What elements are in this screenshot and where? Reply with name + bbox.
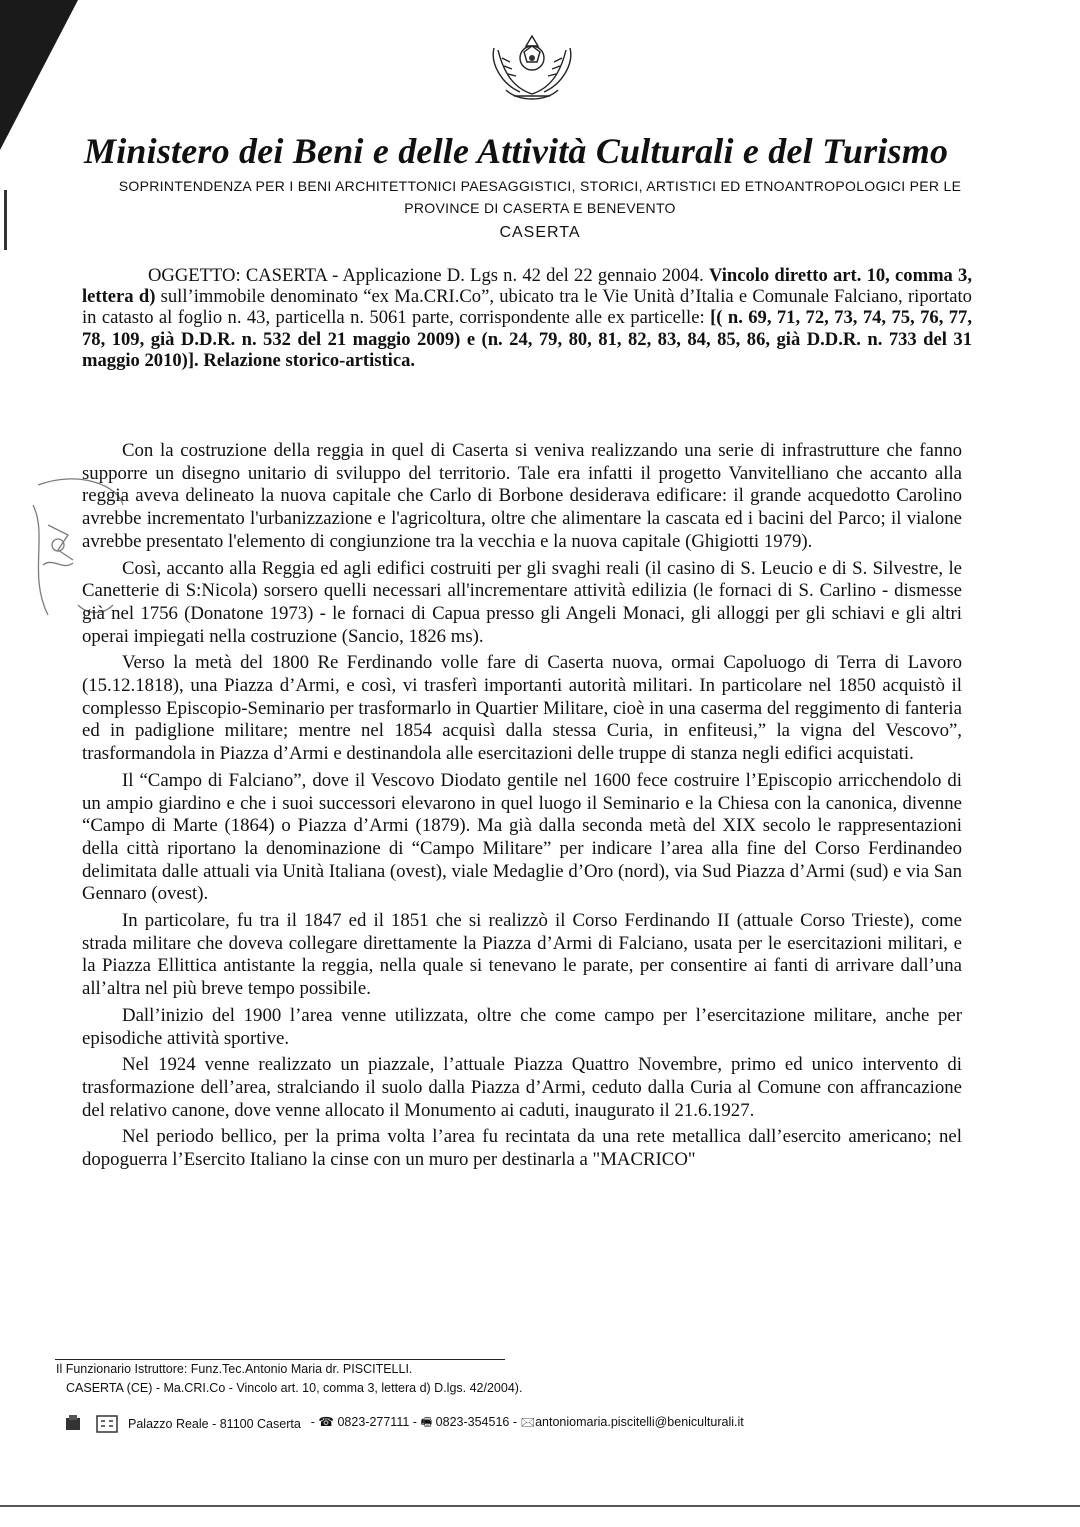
- paragraph: Verso la metà del 1800 Re Ferdinando volle fare di Caserta nuova, ormai Capoluogo di Terra di Lavoro (15.12.1818), una Piazza d’Armi, e così, vi trasferì importanti autorità militari. In particolare nel 1850 acquistò il complesso Episcopio-Seminario per trasformarlo in Quartier Militare, cioè in una caserma del reggimento di fanteria ed in padiglione militare; mentre nel 1854 acquisì dalla stessa Curia, in enfiteusi,” la vigna del Vescovo”, trasformandola in Piazza d’Armi e destinandola alle esercitazioni delle truppe di stanza negli edifici acquistati.: [82, 652, 962, 765]
- scan-corner-shadow: [0, 0, 78, 150]
- scan-edge-mark: [4, 190, 7, 250]
- footer-officer: Il Funzionario Istruttore: Funz.Tec.Antonio Maria dr. PISCITELLI.: [56, 1362, 413, 1376]
- footer-divider: [55, 1359, 505, 1360]
- paragraph: Dall’inizio del 1900 l’area venne utilizzata, oltre che come campo per l’esercitazione militare, anche per episodiche attività sportive.: [82, 1004, 962, 1049]
- keypad-icon: [96, 1414, 118, 1434]
- subject-lead: OGGETTO: CASERTA - Applicazione D. Lgs n. 42 del 22 gennaio 2004.: [148, 265, 704, 286]
- soprintendenza-line-1: SOPRINTENDENZA PER I BENI ARCHITETTONICI PAESAGGISTICI, STORICI, ARTISTICI ED ETNOANTROPOLOGICI PER LE: [118, 178, 962, 194]
- subject-text-1: sull’immobile denominato “ex Ma.CRI.Co”, ubicato tra le Vie Unità d’Italia e Comunale Falciano, riportato in catasto al foglio n. 43, particella n. 5061 parte, corrispondente alle ex particelle:: [82, 286, 972, 329]
- paragraph: Con la costruzione della reggia in quel di Caserta si veniva realizzando una serie di infrastrutture che fanno supporre un disegno unitario di sviluppo del territorio. Tale era infatti il progetto Vanvitelliano che accanto alla reggia aveva delineato la nuova capitale che Carlo di Borbone desiderava edificare: il grande acquedotto Carolino avrebbe incrementato l'urbanizzazione e l'agricoltura, oltre che alimentare la cascata ed i bacini del Parco; il vialone avrebbe presentato l'elemento di congiunzione tra la vecchia e la nuova capitale (Ghigiotti 1979).: [82, 440, 962, 552]
- paragraph: Il “Campo di Falciano”, dove il Vescovo Diodato gentile nel 1600 fece costruire l’Episcopio arricchendolo di un ampio giardino e che i suoi successori elevarono in quel luogo il Seminario e la Chiesa con la canonica, divenne “Campo di Marte (1864) o Piazza d’Armi (1879). Ma già dalla seconda metà del XIX secolo le rappresentazioni della città riportano la denominazione di “Campo Militare” per indicare l’area alla fine del Corso Ferdinandeo delimitata dalle attuali via Unità Italiana (ovest), viale Medaglie d’Oro (nord), via Sud Piazza d’Armi (sud) e via San Gennaro (ovest).: [82, 769, 962, 905]
- paragraph: Così, accanto alla Reggia ed agli edifici costruiti per gli svaghi reali (il casino di S. Leucio e di S. Silvestre, le Canetterie di S:Nicola) sorsero quelli necessari all'incrementare attività edilizia (le fornaci di S. Carlino - dismesse già nel 1756 (Donatone 1973) - le fornaci di Capua presso gli Angeli Monaci, gli alloggi per gli schiavi e gli altri operai impiegati nella costruzione (Sancio, 1826 ms).: [82, 557, 962, 647]
- scan-bottom-edge: [0, 1505, 1080, 1507]
- footer-address: Palazzo Reale - 81100 Caserta: [128, 1416, 301, 1431]
- footer-contacts: [64, 1413, 744, 1434]
- phone-fax-icon: [64, 1414, 86, 1434]
- subject-block: [82, 265, 972, 371]
- city-heading: CASERTA: [499, 224, 581, 241]
- footer-reference: CASERTA (CE) - Ma.CRI.Co - Vincolo art. 10, comma 3, lettera d) D.lgs. 42/2004).: [66, 1381, 523, 1395]
- body-text: [82, 440, 962, 1172]
- ministry-title: Ministero dei Beni e delle Attività Culturali e del Turismo: [84, 131, 949, 171]
- subject-bold-1: Vincolo diretto art. 10, comma 3, lettera d): [82, 265, 973, 308]
- paragraph: Nel periodo bellico, per la prima volta l’area fu recintata da una rete metallica dall’esercito americano; nel dopoguerra l’Esercito Italiano la cinse con un muro per destinarla a "MACRICO": [82, 1126, 962, 1171]
- footer-phone-email: - ☎ 0823-277111 - 🖷 0823-354516 - 🖂antoniomaria.piscitelli@beniculturali.it: [310, 1415, 744, 1429]
- paragraph: Nel 1924 venne realizzato un piazzale, l’attuale Piazza Quattro Novembre, primo ed unico intervento di trasformazione dell’area, stralciando il suolo dalla Piazza d’Armi, ceduto dalla Curia al Comune con affrancazione del relativo canone, dove venne allocato il Monumento ai caduti, inaugurato il 21.6.1927.: [82, 1054, 962, 1121]
- soprintendenza-line-2: PROVINCE DI CASERTA E BENEVENTO: [404, 200, 676, 216]
- subject-bold-2: [( n. 69, 71, 72, 73, 74, 75, 76, 77, 78, 109, già D.D.R. n. 532 del 21 maggio 2009) e (n. 24, 79, 80, 81, 82, 83, 84, 85, 86, già D.D.R. n. 733 del 31 maggio 2010)]. Relazione storico-artistica.: [82, 307, 972, 371]
- republic-emblem-icon: [484, 30, 580, 106]
- paragraph: In particolare, fu tra il 1847 ed il 1851 che si realizzò il Corso Ferdinando II (attuale Corso Trieste), come strada militare che doveva collegare direttamente la Piazza d’Armi di Falciano, usata per le esercitazioni militari, e la Piazza Ellittica antistante la reggia, nella quale si tenevano le parate, per consentire ai fanti di arrivare dall’una all’altra nel più breve tempo possibile.: [82, 910, 962, 1000]
